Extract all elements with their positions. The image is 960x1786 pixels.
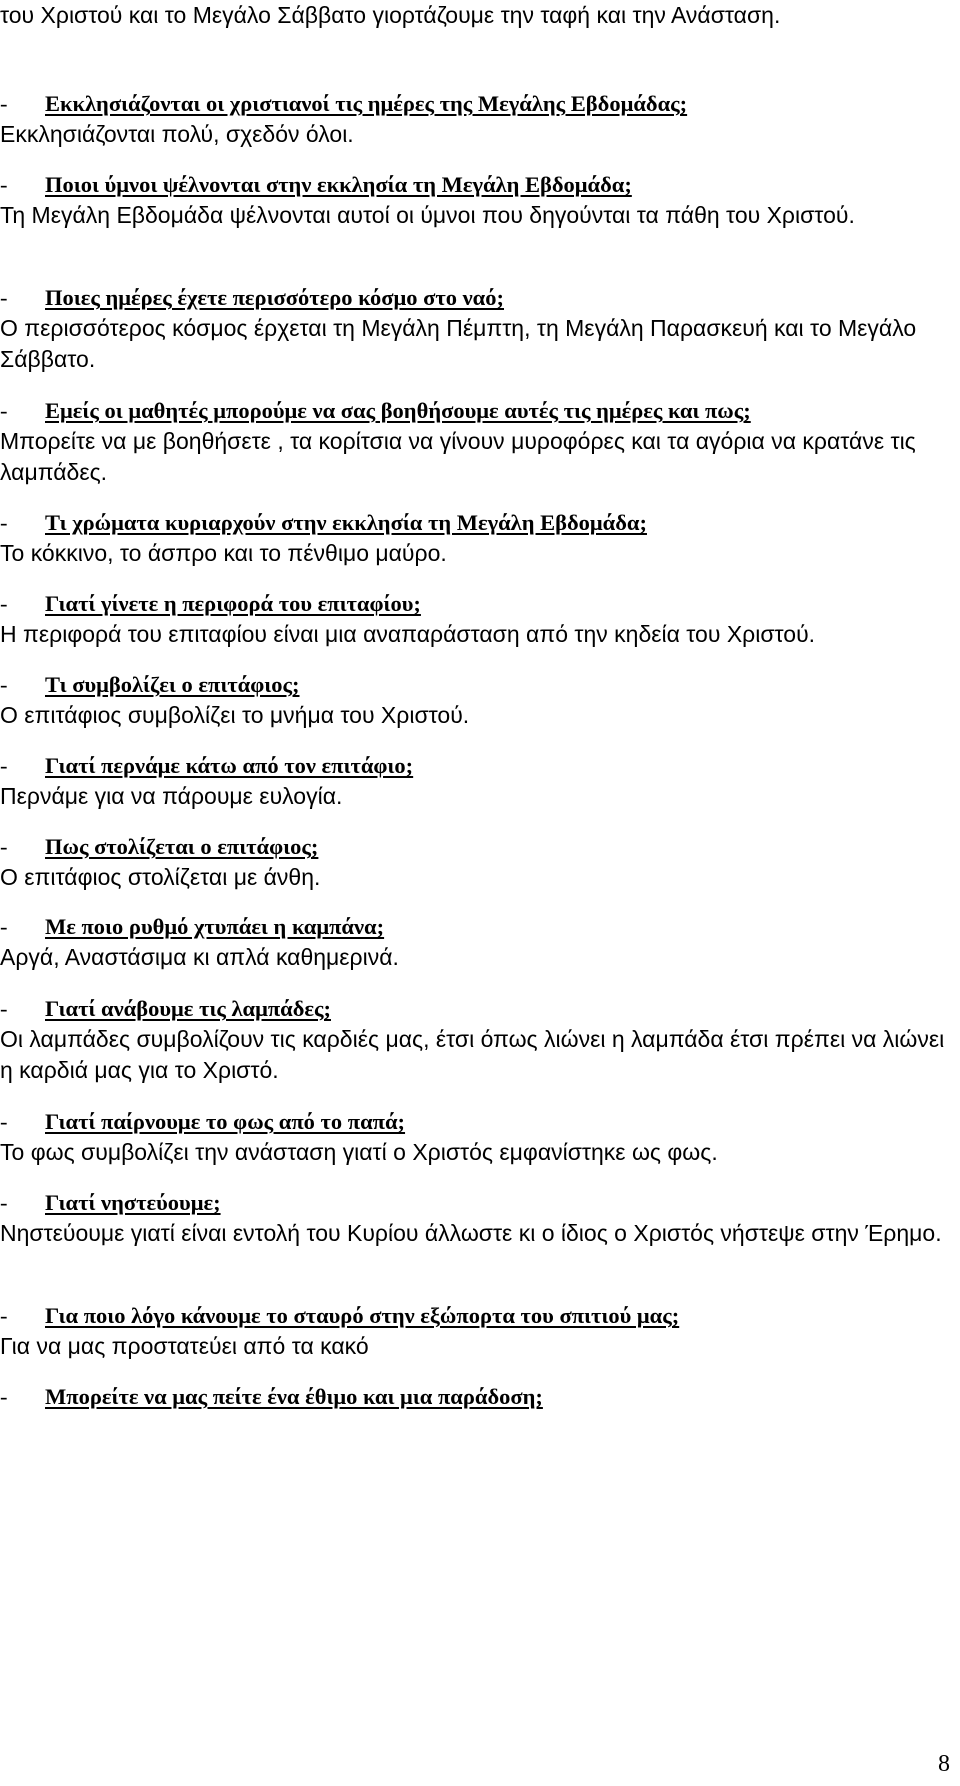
list-dash: - — [0, 1109, 8, 1134]
question-text: Με ποιο ρυθμό χτυπάει η καμπάνα; — [45, 914, 385, 939]
question-text: Μπορείτε να μας πείτε ένα έθιμο και μια παράδοση; — [45, 1384, 543, 1409]
answer-11: Οι λαμπάδες συμβολίζουν τις καρδιές μας, έτσι όπως λιώνει η λαμπάδα έτσι πρέπει να λιώνει η καρδιά μας για το Χριστό. — [0, 1026, 945, 1083]
qa-item-15 — [0, 1381, 945, 1412]
answer-3: Ο περισσότερος κόσμος έρχεται τη Μεγάλη Πέμπτη, τη Μεγάλη Παρασκευή και το Μεγάλο Σάββατο. — [0, 315, 917, 372]
question-text: Τι χρώματα κυριαρχούν στην εκκλησία τη Μεγάλη Εβδομάδα; — [45, 510, 647, 535]
list-dash: - — [0, 1190, 8, 1215]
answer-13: Νηστεύουμε γιατί είναι εντολή του Κυρίου άλλωστε κι ο ίδιος ο Χριστός νήστεψε στην Έρημο. — [0, 1220, 942, 1246]
qa-item-2 — [0, 169, 945, 231]
qa-item-6 — [0, 588, 945, 650]
answer-5: Το κόκκινο, το άσπρο και το πένθιμο μαύρο. — [0, 540, 447, 566]
answer-7: Ο επιτάφιος συμβολίζει το μνήμα του Χριστού. — [0, 702, 470, 728]
list-dash: - — [0, 996, 8, 1021]
question-text: Τι συμβολίζει ο επιτάφιος; — [45, 672, 300, 697]
question-11 — [0, 993, 945, 1024]
qa-item-8 — [0, 750, 945, 812]
qa-item-12 — [0, 1106, 945, 1168]
answer-6: Η περιφορά του επιταφίου είναι μια αναπαράσταση από την κηδεία του Χριστού. — [0, 621, 816, 647]
answer-14: Για να μας προστατεύει από τα κακό — [0, 1333, 369, 1359]
question-2 — [0, 169, 945, 200]
list-dash: - — [0, 591, 8, 616]
question-14 — [0, 1300, 945, 1331]
question-10 — [0, 911, 945, 942]
qa-item-4 — [0, 395, 945, 488]
qa-item-11 — [0, 993, 945, 1086]
list-dash: - — [0, 91, 8, 116]
question-text: Γιατί νηστεύουμε; — [45, 1190, 221, 1215]
list-dash: - — [0, 672, 8, 697]
question-text: Ποιες ημέρες έχετε περισσότερο κόσμο στο ναό; — [45, 285, 504, 310]
question-6 — [0, 588, 945, 619]
intro-paragraph: του Χριστού και το Μεγάλο Σάββατο γιορτάζουμε την ταφή και την Ανάσταση. — [0, 2, 781, 28]
answer-8: Περνάμε για να πάρουμε ευλογία. — [0, 783, 343, 809]
list-dash: - — [0, 753, 8, 778]
list-dash: - — [0, 914, 8, 939]
question-text: Ποιοι ύμνοι ψέλνονται στην εκκλησία τη Μεγάλη Εβδομάδα; — [45, 172, 632, 197]
list-dash: - — [0, 1303, 8, 1328]
question-7 — [0, 669, 945, 700]
qa-item-13 — [0, 1187, 945, 1249]
question-1 — [0, 88, 945, 119]
question-text: Γιατί ανάβουμε τις λαμπάδες; — [45, 996, 331, 1021]
qa-item-5 — [0, 507, 945, 569]
qa-item-14 — [0, 1300, 945, 1362]
qa-item-7 — [0, 669, 945, 731]
list-dash: - — [0, 398, 8, 423]
list-dash: - — [0, 1384, 8, 1409]
list-dash: - — [0, 510, 8, 535]
question-text: Γιατί παίρνουμε το φως από το παπά; — [45, 1109, 406, 1134]
answer-12: Το φως συμβολίζει την ανάσταση γιατί ο Χριστός εμφανίστηκε ως φως. — [0, 1139, 718, 1165]
answer-10: Αργά, Αναστάσιμα κι απλά καθημερινά. — [0, 944, 399, 970]
list-dash: - — [0, 834, 8, 859]
answer-1: Εκκλησιάζονται πολύ, σχεδόν όλοι. — [0, 121, 354, 147]
answer-9: Ο επιτάφιος στολίζεται με άνθη. — [0, 864, 321, 890]
question-4 — [0, 395, 945, 426]
question-9 — [0, 831, 945, 862]
qa-item-10 — [0, 911, 945, 973]
question-12 — [0, 1106, 945, 1137]
list-dash: - — [0, 172, 8, 197]
question-8 — [0, 750, 945, 781]
question-text: Εκκλησιάζονται οι χριστιανοί τις ημέρες της Μεγάλης Εβδομάδας; — [45, 91, 688, 116]
question-13 — [0, 1187, 945, 1218]
question-text: Γιατί γίνετε η περιφορά του επιταφίου; — [45, 591, 421, 616]
qa-item-1 — [0, 88, 945, 150]
question-text: Γιατί περνάμε κάτω από τον επιτάφιο; — [45, 753, 414, 778]
question-15 — [0, 1381, 945, 1412]
question-3 — [0, 282, 945, 313]
answer-2: Τη Μεγάλη Εβδομάδα ψέλνονται αυτοί οι ύμνοι που δηγούνται τα πάθη του Χριστού. — [0, 202, 855, 228]
question-text: Εμείς οι μαθητές μπορούμε να σας βοηθήσουμε αυτές τις ημέρες και πως; — [45, 398, 751, 423]
list-dash: - — [0, 285, 8, 310]
page-number: 8 — [938, 1751, 950, 1777]
qa-item-9 — [0, 831, 945, 893]
question-text: Πως στολίζεται ο επιτάφιος; — [45, 834, 319, 859]
answer-4: Μπορείτε να με βοηθήσετε , τα κορίτσια να γίνουν μυροφόρες και τα αγόρια να κρατάνε τις λαμπάδες. — [0, 428, 916, 485]
question-text: Για ποιο λόγο κάνουμε το σταυρό στην εξώπορτα του σπιτιού μας; — [45, 1303, 680, 1328]
qa-item-3 — [0, 282, 945, 375]
question-5 — [0, 507, 945, 538]
